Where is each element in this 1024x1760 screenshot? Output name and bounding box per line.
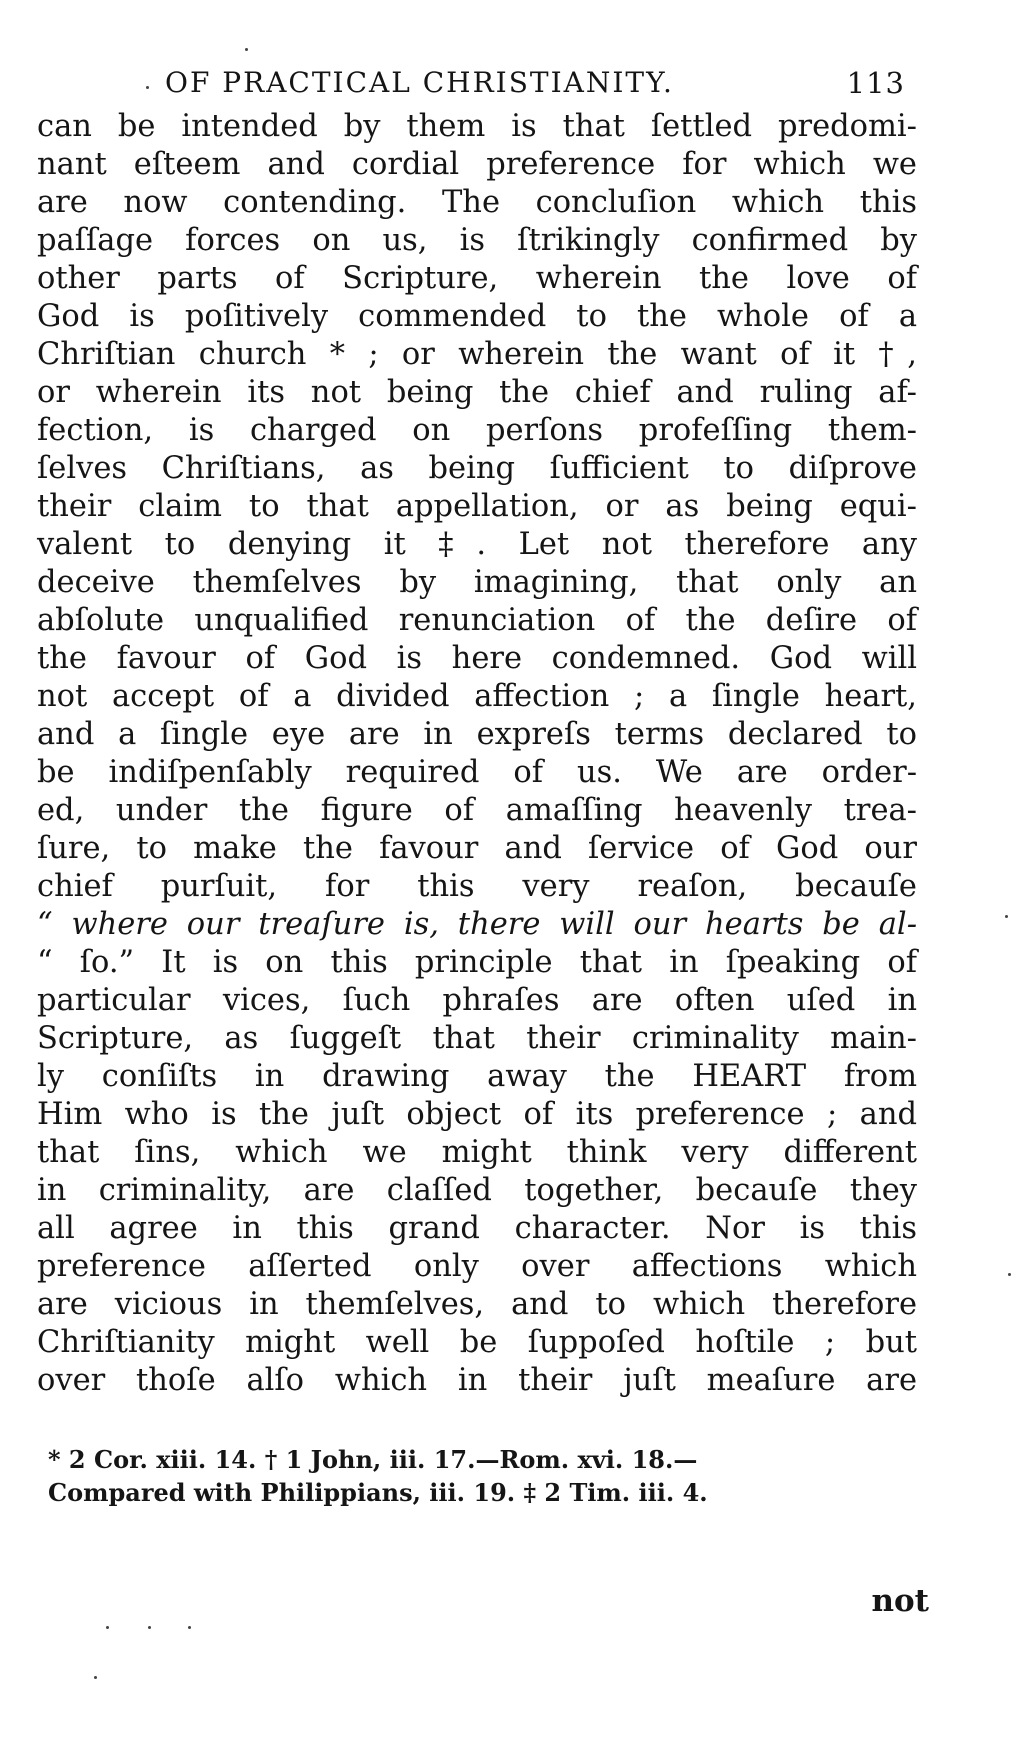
running-title: OF PRACTICAL CHRISTIANITY. xyxy=(165,66,674,99)
text-line: chief purſuit, for this very reaſon, becauſe xyxy=(37,869,917,904)
text-line: preference aſſerted only over affections which xyxy=(37,1249,917,1284)
text-line: not accept of a divided affection ; a ſingle heart, xyxy=(37,679,917,714)
text-line: can be intended by them is that ſettled predomi- xyxy=(37,109,917,144)
running-head xyxy=(165,62,905,102)
ink-speck xyxy=(1008,1273,1011,1276)
text-line: other parts of Scripture, wherein the love of xyxy=(37,261,917,296)
text-line: particular vices, ſuch phraſes are often uſed in xyxy=(37,983,917,1018)
text-line: abſolute unqualified renunciation of the deſire of xyxy=(37,603,917,638)
text-line: Him who is the juſt object of its preference ; and xyxy=(37,1097,917,1132)
text-line: are vicious in themſelves, and to which therefore xyxy=(37,1287,917,1322)
ink-speck xyxy=(245,48,248,51)
text-line: “ where our treaſure is, there will our hearts be al- xyxy=(37,907,917,942)
text-line: ſelves Chriſtians, as being ſufficient to diſprove xyxy=(37,451,917,486)
text-line: ly conſiſts in drawing away the HEART from xyxy=(37,1059,917,1094)
text-line: “ ſo.” It is on this principle that in ſpeaking of xyxy=(37,945,917,980)
ink-speck xyxy=(188,1626,191,1629)
text-line: God is poſitively commended to the whole of a xyxy=(37,299,917,334)
text-line: or wherein its not being the chief and ruling af- xyxy=(37,375,917,410)
text-line: over thoſe alſo which in their juſt meaſure are xyxy=(37,1363,917,1398)
text-line: valent to denying it ‡. Let not therefore any xyxy=(37,527,917,562)
ink-speck xyxy=(148,1626,151,1629)
text-line: Chriſtian church * ; or wherein the want of it †, xyxy=(37,337,917,372)
ink-speck xyxy=(106,1626,109,1629)
text-line: in criminality, are claſſed together, becauſe they xyxy=(37,1173,917,1208)
text-line: and a ſingle eye are in expreſs terms declared to xyxy=(37,717,917,752)
text-line: ed, under the figure of amaſſing heavenly trea- xyxy=(37,793,917,828)
text-line: nant eſteem and cordial preference for which we xyxy=(37,147,917,182)
ink-speck xyxy=(146,86,149,89)
text-line: be indiſpenſably required of us. We are order- xyxy=(37,755,917,790)
text-line: Scripture, as ſuggeſt that their criminality main- xyxy=(37,1021,917,1056)
text-line: Chriſtianity might well be ſuppoſed hoſtile ; but xyxy=(37,1325,917,1360)
text-line: their claim to that appellation, or as being equi- xyxy=(37,489,917,524)
text-line: ſure, to make the favour and ſervice of God our xyxy=(37,831,917,866)
text-line: that ſins, which we might think very different xyxy=(37,1135,917,1170)
text-line: paſſage forces on us, is ſtrikingly confirmed by xyxy=(37,223,917,258)
page-number: 113 xyxy=(846,66,905,100)
text-line: the favour of God is here condemned. God will xyxy=(37,641,917,676)
footnote-line: * 2 Cor. xiii. 14. † 1 John, iii. 17.—Rom. xvi. 18.— xyxy=(48,1445,698,1474)
text-line: all agree in this grand character. Nor is this xyxy=(37,1211,917,1246)
text-line: deceive themſelves by imagining, that only an xyxy=(37,565,917,600)
text-line: fection, is charged on perſons profeſſing them- xyxy=(37,413,917,448)
catchword: not xyxy=(871,1583,929,1619)
footnote-line: Compared with Philippians, iii. 19. ‡ 2 Tim. iii. 4. xyxy=(48,1478,708,1507)
body-text xyxy=(37,107,917,1407)
ink-speck xyxy=(1005,915,1008,918)
ink-speck xyxy=(94,1676,97,1679)
text-line: are now contending. The concluſion which this xyxy=(37,185,917,220)
